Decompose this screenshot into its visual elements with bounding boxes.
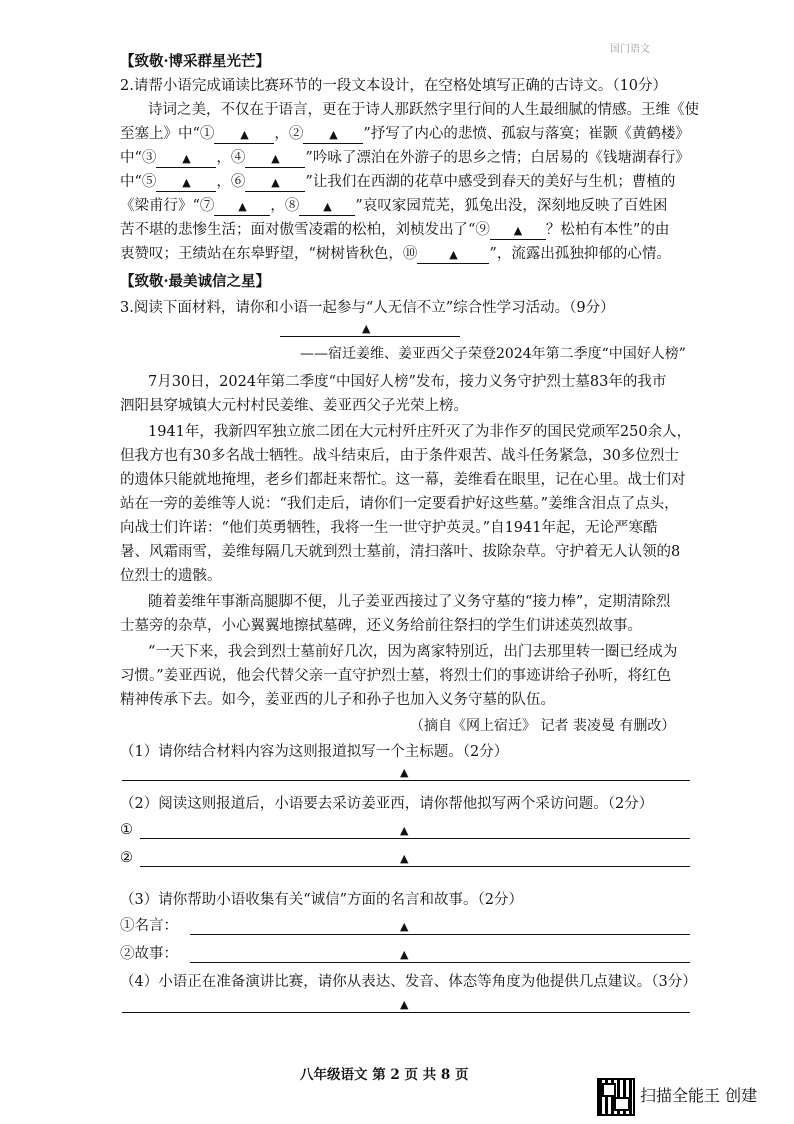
article-p4-line-1: “一天下来，我会到烈士墓前好几次，因为离家特别近，出门去那里转一圈已经成为: [148, 644, 678, 660]
article-p2-line-5: 向战士们许诺：“他们英勇牺牲，我将一生一世守护英灵。”自1941年起，无论严寒酷: [120, 520, 658, 536]
answer-line-2-1[interactable]: ▲: [140, 818, 690, 839]
quote-label: ①名言：: [120, 918, 178, 934]
q2-line-2: 至塞上》中“① ▲ ，② ▲ ”抒写了内心的悲愤、孤寂与落寞；崔颢《黄鹤楼》: [120, 126, 690, 142]
subquestion-2-label-1: ①: [120, 822, 133, 838]
q2-line-3: 中“③ ▲ ，④ ▲ ”吟咏了漂泊在外游子的思乡之情；白居易的《钱塘湖春行》: [120, 150, 690, 166]
story-answer-line[interactable]: ▲: [190, 942, 690, 963]
q2-line-7: 衷赞叹；王绩站在东皋野望，“树树皆秋色，⑩ ▲ ”，流露出孤独抑郁的心情。: [120, 246, 671, 262]
article-p1-line-1: 7月30日，2024年第二季度“中国好人榜”发布，接力义务守护烈士墓83年的我市: [148, 374, 667, 390]
article-subtitle: ——宿迁姜维、姜亚西父子荣登2024年第二季度“中国好人榜”: [300, 346, 686, 362]
answer-marker: ▲: [362, 322, 371, 335]
article-p2-line-1: 1941年，我新四军独立旅二团在大元村歼庄歼灭了为非作歹的国民党顽军250余人，: [148, 424, 692, 440]
blank-7[interactable]: ▲: [214, 197, 270, 216]
blank-2[interactable]: ▲: [303, 125, 363, 144]
page-footer: 八年级语文 第 2 页 共 8 页: [300, 1067, 469, 1083]
q2-line-1: 诗词之美，不仅在于语言，更在于诗人那跃然字里行间的人生最细腻的情感。王维《使: [148, 102, 699, 118]
scanner-watermark: 扫描全能王 创建: [640, 1086, 758, 1105]
answer-line-2-2[interactable]: ▲: [140, 846, 690, 867]
question-2-title: 2.请帮小语完成诵读比赛环节的一段文本设计，在空格处填写正确的古诗文。（10分）: [120, 78, 668, 94]
subquestion-2: （2）阅读这则报道后，小语要去采访姜亚西，请你帮他拟写两个采访问题。（2分）: [120, 796, 654, 812]
article-p2-line-3: 的遗体只能就地掩埋，老乡们都赶来帮忙。这一幕，姜维看在眼里，记在心里。战士们对: [120, 472, 686, 488]
quote-answer-line[interactable]: ▲: [190, 914, 690, 935]
blank-3[interactable]: ▲: [156, 149, 216, 168]
article-p4-line-2: 习惯。”姜亚西说，他会代替父亲一直守护烈士墓，将烈士们的事迹讲给子孙听，将红色: [120, 668, 672, 684]
question-3-title: 3.阅读下面材料，请你和小语一起参与“人无信不立”综合性学习活动。（9分）: [120, 300, 615, 316]
q2-line-6: 苦不堪的悲惨生活；面对傲雪凌霜的松柏，刘桢发出了“⑨ ▲ ？松柏有本性”的由: [120, 222, 670, 238]
article-p2-line-7: 位烈士的遗骸。: [120, 568, 222, 584]
article-p2-line-4: 站在一旁的姜维等人说：“我们走后，请你们一定要看护好这些墓。”姜维含泪点了点头，: [120, 496, 679, 512]
qr-code-icon: [597, 1078, 635, 1116]
blank-5[interactable]: ▲: [156, 173, 216, 192]
q2-line-4: 中“⑤ ▲ ，⑥ ▲ ”让我们在西湖的花草中感受到春天的美好与生机；曹植的: [120, 174, 676, 190]
article-p2-line-6: 暑、风霜雨雪，姜维每隔几天就到烈士墓前，清扫落叶、拔除杂草。守护着无人认领的8: [120, 544, 681, 560]
article-p2-line-2: 但我方也有30多名战士牺牲。战斗结束后，由于条件艰苦、战斗任务紧急，30多位烈士: [120, 448, 679, 464]
answer-line-1[interactable]: ▲: [122, 760, 690, 781]
blank-1[interactable]: ▲: [214, 125, 274, 144]
blank-8[interactable]: ▲: [299, 197, 355, 216]
article-p4-line-3: 精神传承下去。如今，姜亚西的儿子和孙子也加入义务守墓的队伍。: [120, 692, 555, 708]
article-p1-line-2: 泗阳县穿城镇大元村村民姜维、姜亚西父子光荣上榜。: [120, 398, 468, 414]
blank-6[interactable]: ▲: [245, 173, 305, 192]
article-p3-line-1: 随着姜维年事渐高腿脚不便，儿子姜亚西接过了义务守墓的“接力棒”，定期清除烈: [148, 594, 671, 610]
subquestion-3: （3）请你帮助小语收集有关“诚信”方面的名言和故事。（2分）: [120, 892, 524, 908]
article-source: （摘自《网上宿迁》 记者 裴凌曼 有删改）: [410, 718, 676, 734]
headline-answer-line[interactable]: [280, 316, 460, 337]
article-p3-line-2: 士墓旁的杂草，小心翼翼地擦拭墓碑，还义务给前往祭扫的学生们讲述英烈故事。: [120, 618, 642, 634]
q2-line-5: 《梁甫行》“⑦ ▲ ，⑧ ▲ ”哀叹家园荒芜，狐兔出没，深刻地反映了百姓困: [120, 198, 668, 214]
section-heading-2: 【致敬·最美诚信之星】: [120, 273, 271, 290]
section-heading-1: 【致敬·博采群星光芒】: [120, 53, 271, 70]
blank-4[interactable]: ▲: [245, 149, 305, 168]
blank-9[interactable]: ▲: [490, 221, 546, 240]
story-label: ②故事：: [120, 946, 178, 962]
answer-line-4[interactable]: ▲: [122, 992, 690, 1013]
subquestion-4: （4）小语正在准备演讲比赛，请你从表达、发音、体态等角度为他提供几点建议。（3分）: [120, 974, 697, 990]
header-stamp: 国门语文: [610, 44, 650, 55]
subquestion-1: （1）请你结合材料内容为这则报道拟写一个主标题。（2分）: [120, 744, 509, 760]
subquestion-2-label-2: ②: [120, 850, 133, 866]
blank-10[interactable]: ▲: [417, 245, 489, 264]
